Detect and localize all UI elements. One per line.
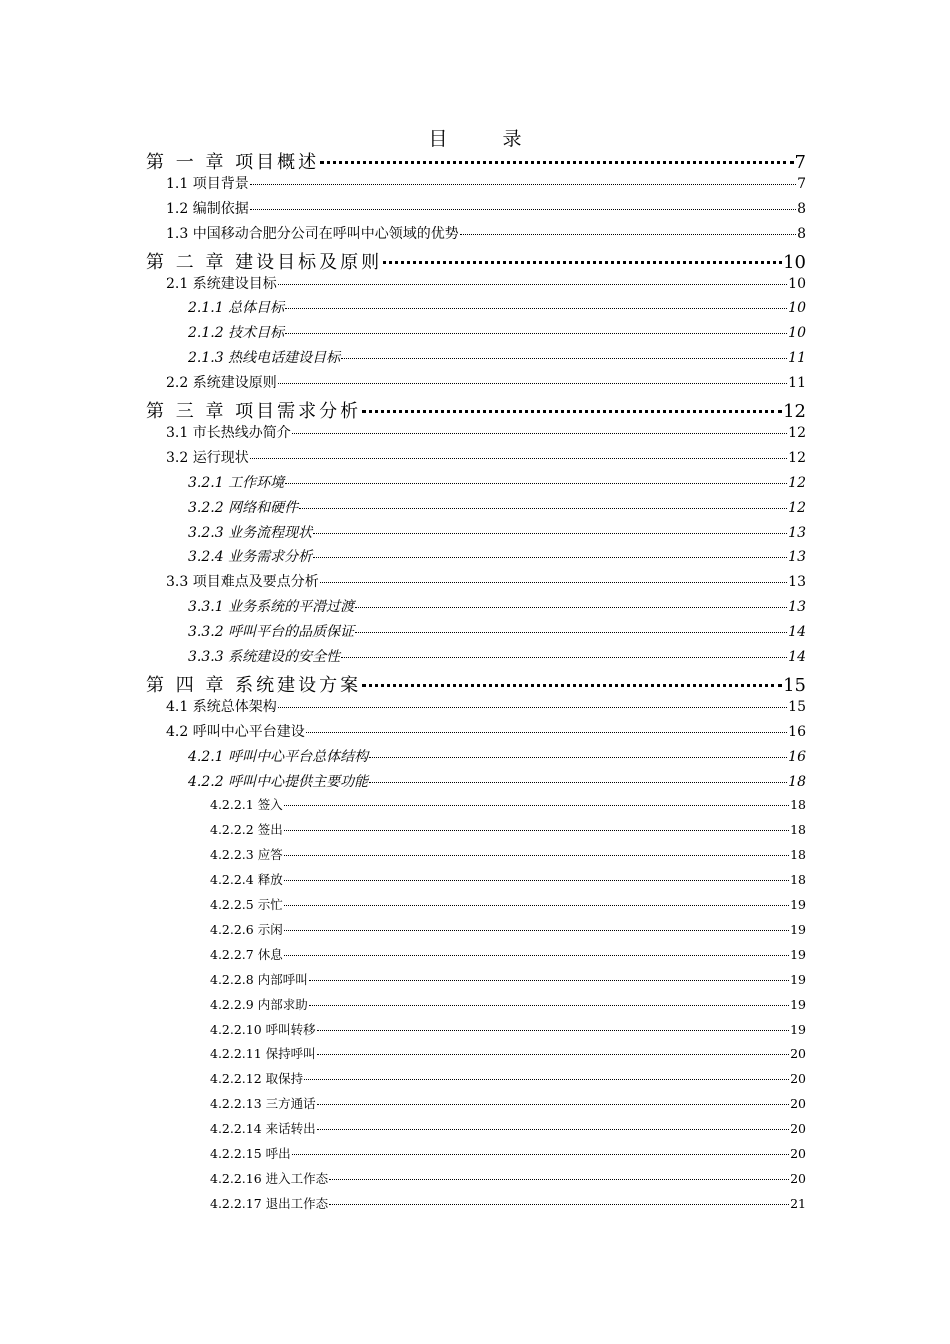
toc-entry-page-number: 18: [790, 872, 806, 888]
toc-entry-page-number: 10: [788, 275, 806, 292]
toc-entry-label: 2.1.1 总体目标: [188, 300, 285, 317]
toc-entry-label: 3.3 项目难点及要点分析: [166, 574, 319, 591]
toc-entry: [188, 746, 806, 771]
dot-leader: [369, 757, 787, 758]
dot-leader: [250, 458, 787, 459]
toc-entry-page-number: 14: [788, 649, 806, 665]
dot-leader: [284, 805, 789, 806]
toc-entry-label: 4.2.2.10 呼叫转移: [210, 1021, 316, 1037]
toc-entry: [188, 347, 806, 372]
toc-entry-label: 2.1.3 热线电话建设目标: [188, 350, 341, 367]
toc-entry-page-number: 13: [788, 549, 806, 566]
toc-entry-page-number: 20: [790, 1170, 806, 1186]
dot-leader: [313, 557, 787, 558]
toc-entry: [210, 1119, 806, 1144]
toc-entry: [210, 795, 806, 820]
toc-entry-label: 4.2.2.16 进入工作态: [210, 1170, 329, 1186]
dot-leader: [250, 209, 796, 210]
toc-entry-label: 4.1 系统总体架构: [166, 698, 277, 715]
dot-leader: [309, 1005, 789, 1006]
dot-leader: [313, 533, 787, 534]
toc-entry-label: 3.3.2 呼叫平台的品质保证: [188, 624, 355, 641]
toc-entry-page-number: 18: [790, 797, 806, 813]
toc-entry: [166, 173, 806, 198]
dot-leader: [284, 855, 789, 856]
toc-entry-page-number: 20: [790, 1096, 806, 1112]
toc-entry-page-number: 19: [790, 971, 806, 987]
toc-entry-page-number: 10: [783, 251, 806, 273]
dot-leader: [383, 261, 782, 264]
toc-entry-label: 4.2.2.8 内部呼叫: [210, 971, 308, 987]
toc-entry-label: 1.2 编制依据: [166, 200, 249, 217]
toc-entry-page-number: 13: [788, 524, 806, 541]
toc-entry-label: 4.2.2.15 呼出: [210, 1146, 291, 1161]
toc-entry: [166, 273, 806, 298]
toc-entry-page-number: 15: [788, 698, 806, 715]
toc-entry-label: 第 四 章 系统建设方案: [146, 674, 362, 696]
toc-entry-page-number: 11: [788, 375, 806, 392]
toc-entry-page-number: 16: [788, 723, 806, 740]
toc-entry-label: 4.2.2.1 签入: [210, 797, 283, 813]
toc-entry: [166, 696, 806, 721]
dot-leader: [317, 1104, 789, 1105]
toc-entry: [210, 1020, 806, 1045]
toc-entry: [188, 646, 806, 671]
toc-entry-label: 1.1 项目背景: [166, 175, 249, 192]
dot-leader: [250, 184, 796, 185]
toc-entry-page-number: 18: [788, 773, 806, 790]
toc-entry-page-number: 19: [790, 921, 806, 937]
toc-entry-page-number: 11: [788, 350, 806, 367]
toc-entry-page-number: 20: [790, 1071, 806, 1087]
toc-entry-label: 4.2.2.14 来话转出: [210, 1121, 316, 1137]
toc-entry-page-number: 21: [790, 1195, 806, 1211]
toc-entry: [210, 870, 806, 895]
toc-entry-page-number: 18: [790, 847, 806, 863]
toc-entry: [166, 223, 806, 248]
toc-entry-page-number: 14: [788, 624, 806, 641]
toc-entry: [188, 596, 806, 621]
toc-entry-page-number: 19: [790, 897, 806, 912]
toc-entry-label: 3.3.1 业务系统的平滑过渡: [188, 599, 355, 616]
toc-entry: [210, 1194, 806, 1219]
toc-chapter-entry: [146, 248, 806, 273]
toc-title: 目 录: [428, 128, 540, 150]
dot-leader: [317, 1054, 789, 1055]
toc-entry: [210, 1044, 806, 1069]
dot-leader: [278, 707, 787, 708]
toc-entry-label: 3.3.3 系统建设的安全性: [188, 649, 341, 665]
toc-entry: [188, 522, 806, 547]
toc-entry-page-number: 12: [788, 499, 806, 516]
toc-entry-label: 3.2.4 业务需求分析: [188, 549, 313, 566]
toc-entry: [166, 447, 806, 472]
toc-entry-label: 第 二 章 建设目标及原则: [146, 251, 383, 273]
toc-entry-label: 2.2 系统建设原则: [166, 375, 277, 392]
toc-entry-label: 4.2 呼叫中心平台建设: [166, 723, 305, 740]
toc-entry-page-number: 8: [797, 225, 806, 242]
toc-entry-page-number: 20: [790, 1121, 806, 1137]
dot-leader: [329, 1179, 789, 1180]
toc-entry: [166, 198, 806, 223]
toc-entry-page-number: 19: [790, 946, 806, 962]
dot-leader: [309, 980, 789, 981]
toc-entry-label: 3.2 运行现状: [166, 449, 249, 466]
dot-leader: [355, 607, 787, 608]
toc-entry-label: 第 三 章 项目需求分析: [146, 401, 362, 422]
dot-leader: [341, 657, 787, 658]
dot-leader: [320, 161, 793, 164]
toc-entry-page-number: 10: [788, 325, 806, 342]
dot-leader: [284, 905, 789, 906]
dot-leader: [278, 284, 787, 285]
dot-leader: [284, 930, 789, 931]
toc-entry-page-number: 7: [797, 175, 806, 192]
toc-entry-page-number: 16: [788, 748, 806, 765]
dot-leader: [285, 308, 787, 309]
toc-entry: [188, 497, 806, 522]
toc-entry-label: 第 一 章 项目概述: [146, 152, 320, 173]
toc-entry: [188, 621, 806, 646]
toc-entry: [166, 372, 806, 397]
toc-entry: [210, 820, 806, 845]
dot-leader: [306, 732, 787, 733]
toc-entry-label: 4.2.1 呼叫中心平台总体结构: [188, 748, 369, 765]
dot-leader: [460, 234, 796, 235]
toc-entry-label: 1.3 中国移动合肥分公司在呼叫中心领域的优势: [166, 225, 459, 242]
dot-leader: [341, 358, 787, 359]
toc-entry: [210, 845, 806, 870]
toc-entry-page-number: 12: [783, 401, 806, 422]
toc-entry-page-number: 12: [788, 449, 806, 466]
toc-entry: [210, 895, 806, 920]
toc-entry: [210, 945, 806, 970]
toc-entry: [166, 422, 806, 447]
dot-leader: [284, 955, 789, 956]
dot-leader: [320, 582, 787, 583]
toc-entry: [188, 771, 806, 796]
toc-entry-page-number: 13: [788, 599, 806, 616]
toc-entry-label: 3.2.1 工作环境: [188, 474, 285, 491]
toc-entry-label: 4.2.2.13 三方通话: [210, 1096, 316, 1112]
dot-leader: [329, 1204, 789, 1205]
toc-entry-page-number: 13: [788, 574, 806, 591]
toc-entry: [188, 297, 806, 322]
toc-entry-label: 4.2.2.6 示闲: [210, 921, 283, 937]
dot-leader: [362, 684, 782, 687]
toc-chapter-entry: [146, 148, 806, 173]
toc-entry-label: 4.2.2.3 应答: [210, 847, 283, 863]
toc-entry-page-number: 15: [783, 674, 806, 696]
toc-entry-label: 4.2.2.2 签出: [210, 822, 283, 838]
toc-entry-page-number: 20: [790, 1146, 806, 1161]
toc-entry: [166, 721, 806, 746]
toc-entry: [188, 322, 806, 347]
toc-entry-label: 4.2.2 呼叫中心提供主要功能: [188, 773, 369, 790]
toc-entry: [210, 995, 806, 1020]
dot-leader: [292, 433, 787, 434]
toc-entry-label: 3.2.2 网络和硬件: [188, 499, 299, 516]
toc-entry-label: 3.1 市长热线办简介: [166, 424, 291, 441]
dot-leader: [304, 1079, 789, 1080]
dot-leader: [355, 632, 787, 633]
toc-entry-label: 2.1.2 技术目标: [188, 325, 285, 342]
toc-entry: [188, 472, 806, 497]
toc-entry: [166, 571, 806, 596]
toc-entry-page-number: 12: [788, 474, 806, 491]
toc-entry: [210, 1069, 806, 1094]
toc-entry-page-number: 10: [788, 300, 806, 317]
dot-leader: [292, 1154, 789, 1155]
toc-entry-page-number: 12: [788, 424, 806, 441]
toc-entry: [210, 920, 806, 945]
toc-chapter-entry: [146, 671, 806, 696]
dot-leader: [317, 1129, 789, 1130]
toc-entry-page-number: 19: [790, 1021, 806, 1037]
toc-entry: [210, 1169, 806, 1194]
toc-entry: [210, 1144, 806, 1169]
toc-entry: [210, 970, 806, 995]
toc-entry-label: 4.2.2.4 释放: [210, 872, 283, 888]
toc-entry-page-number: 7: [794, 152, 806, 173]
dot-leader: [369, 782, 787, 783]
toc-entry-label: 3.2.3 业务流程现状: [188, 524, 313, 541]
toc-entry-label: 4.2.2.5 示忙: [210, 897, 283, 912]
dot-leader: [284, 880, 789, 881]
dot-leader: [278, 383, 787, 384]
dot-leader: [285, 483, 787, 484]
toc-entry-label: 4.2.2.9 内部求助: [210, 996, 308, 1012]
toc-entry: [188, 546, 806, 571]
toc-entry-page-number: 19: [790, 996, 806, 1012]
dot-leader: [285, 333, 787, 334]
toc-entry-label: 4.2.2.11 保持呼叫: [210, 1046, 316, 1062]
toc-entry-label: 4.2.2.12 取保持: [210, 1071, 304, 1087]
dot-leader: [362, 410, 782, 413]
dot-leader: [317, 1030, 789, 1031]
toc-entry-label: 4.2.2.17 退出工作态: [210, 1195, 329, 1211]
toc-entry: [210, 1094, 806, 1119]
toc-entry-label: 2.1 系统建设目标: [166, 275, 277, 292]
toc-entry-page-number: 8: [797, 200, 806, 217]
dot-leader: [284, 830, 789, 831]
toc-chapter-entry: [146, 397, 806, 422]
toc-entry-label: 4.2.2.7 休息: [210, 946, 283, 962]
dot-leader: [299, 508, 787, 509]
toc-entry-page-number: 20: [790, 1046, 806, 1062]
toc-entry-page-number: 18: [790, 822, 806, 838]
